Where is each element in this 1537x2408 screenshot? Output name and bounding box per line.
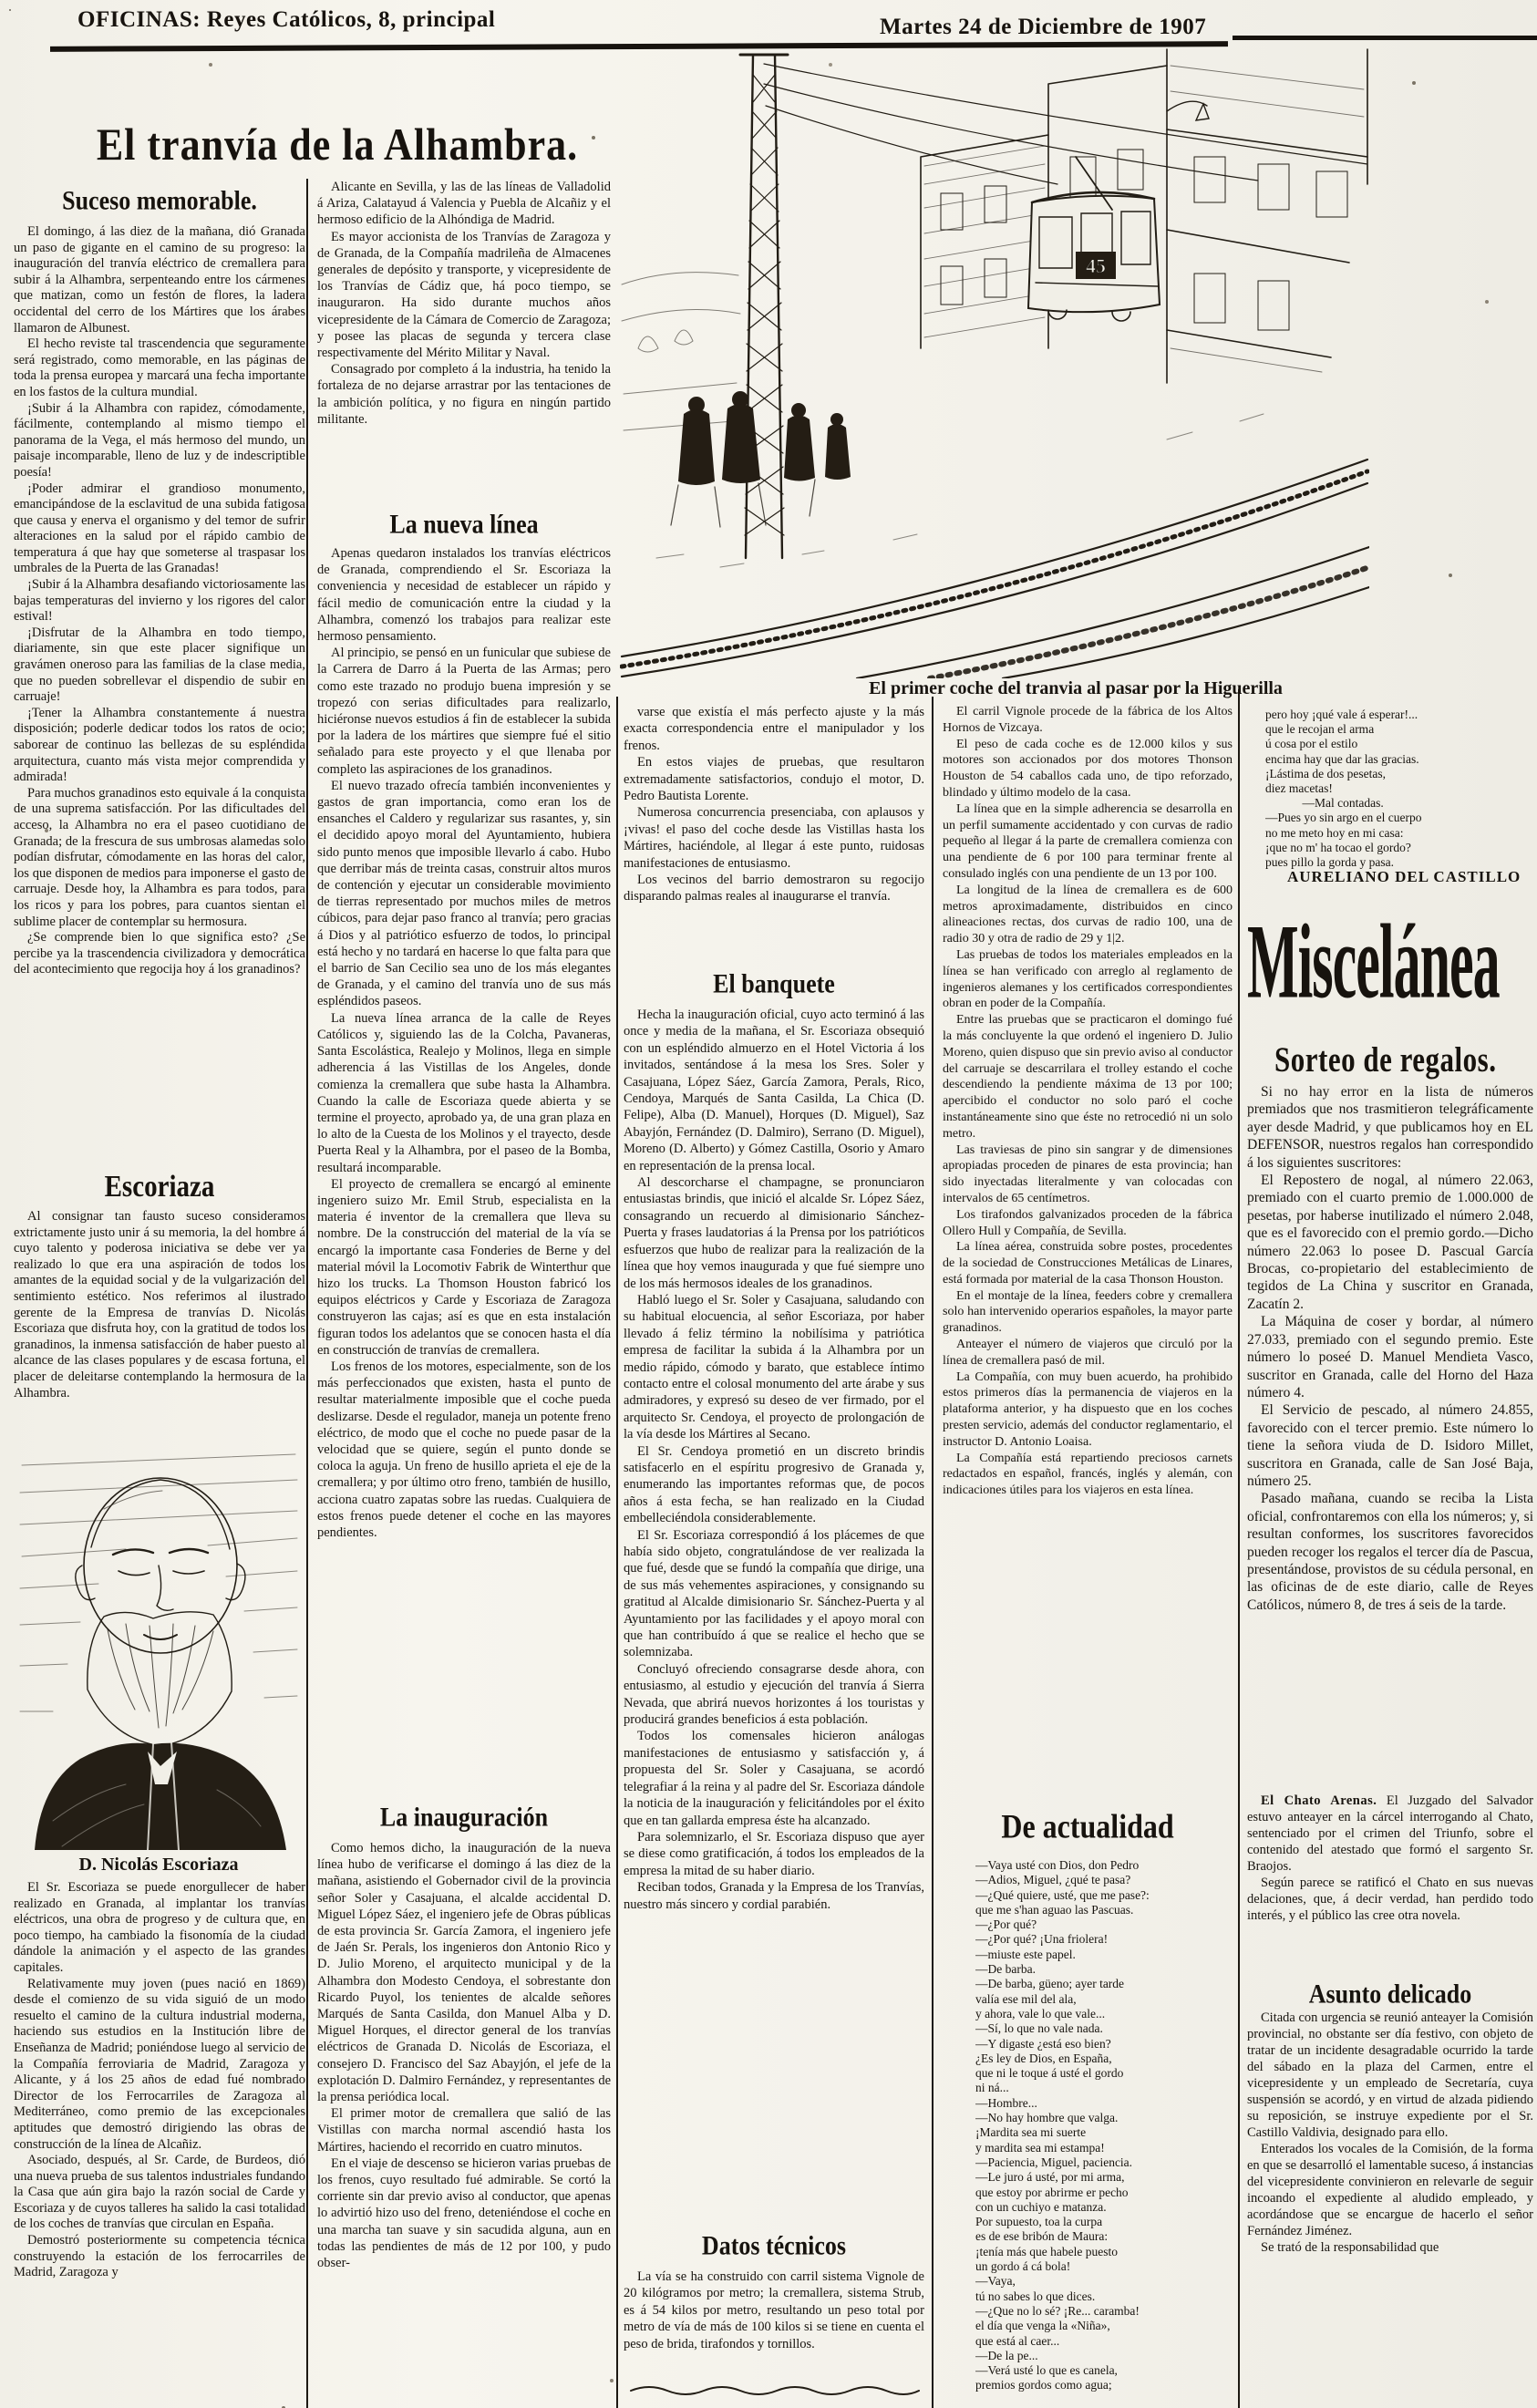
paragraph: ¡Subir á la Alhambra desafiando victoriosamente las bajas temperaturas del invierno y los rigores del calor estival! — [14, 577, 305, 625]
column-rule-1 — [306, 179, 308, 2408]
paragraph: Hecha la inauguración oficial, cuyo acto terminó á las once y media de la mañana, el Sr. Escoriaza obsequió con un espléndido almuerzo en el Hotel Victoria á los invitados, sentándose á la mesa los Sres. Soler y Casajuana, López Sáez, García Zamora, Perals, Rico, Cendoya, Marqués de Santa Casilda, La Chica (D. Felipe), Alba (D. Manuel), Horques (D. Miguel), Saz Abayjón, Fernández (D. Dalmiro), Serrano (D. Miguel), Moreno (D. Alberto) y Gómez Castilla, Osorio y Amaro en representación de la prensa local. — [624, 1008, 924, 1173]
paragraph: ¿Se comprende bien lo que significa esto? ¿Se percibe ya la trascendencia civilizadora y democrática del acontecimiento que regocija hoy á los granadinos? — [14, 930, 305, 977]
paragraph: Según parece se ratificó el Chato en sus nuevas delaciones, que, á decir verdad, han perdido todo interés, y el público las cree otra novela. — [1247, 1876, 1533, 1923]
paragraph: ¡Subir á la Alhambra con rapidez, cómodamente, fácilmente, contemplando al mismo tiempo el panorama de la Vega, el más hermoso del mundo, un paisaje incomparable, lleno de luz y de indescriptible poesía! — [14, 400, 305, 480]
verse-line: y ahora, vale lo que vale... — [975, 2006, 1106, 2020]
paragraph: El proyecto de cremallera se encargó al eminente ingeniero suizo Mr. Emil Strub, especialista en la materia é inventor de la cremallera que lleva su nombre. De la construcción del material de la vía se encargó la importante casa Fonderies de Berne y del material móvil la Locomotiv Fabrik de Winterthur que hizo los trucks. La Thomson Houston fabricó los equipos eléctricos y Carde y Escoriaza de Zaragoza construyeron las cajas; así es que en esta instalación figuran todos los adelantos que se conocen hasta el día en construcción de tranvías de cremallera. — [317, 1176, 611, 1358]
paragraph: El nuevo trazado ofrecía también inconvenientes y gastos de gran importancia, como eran los de ensanches el Caldero y regularizar sus rasantes, y, sin el decidido apoyo moral del Ayuntamiento, hubiera sido punto menos que imposible llevarlo á cabo. Hubo que derribar más de treinta casas, construir altos muros de contención y ejecutar un considerable movimiento de tierras representado por muchos miles de metros cúbicos, para dejar paso franco al tranvía; pero gracias á Dios y al patriótico esfuerzo de todos, lo principal está hecho y no tardará en hacerse lo que falta para que el barrio de San Cecilio sea uno de los más elegantes de Granada, y el camino del tranvía uno de sus más espléndidos paseos. — [317, 778, 611, 1009]
verse-line: —Paciencia, Miguel, paciencia. — [975, 2155, 1133, 2169]
section-masthead-miscelanea: Miscelánea — [1247, 902, 1500, 1020]
verse-line: —¿Por qué? ¡Una friolera! — [975, 1932, 1109, 1947]
paragraph: Entre las pruebas que se practicaron el domingo fué la más concluyente la que ordenó el ingeniero D. Julio Moreno, quien dispuso que sin previo aviso al conductor del carruaje se descarrilara el trolley estando el coche descendiendo la pendiente máxima de 13 por 100; apercibido el conductor no solo paró el coche instantáneamente sino que éste no retrocedió ni un solo metro. — [943, 1013, 1233, 1141]
paragraph: El primer motor de cremallera que salió de las Vistillas con marcha normal ascendió hasta los Mártires, haciendo el recorrido en cuatro minutos. — [317, 2106, 611, 2155]
verse-line: el día que venga la «Niña», — [975, 2319, 1110, 2333]
paragraph: La nueva línea arranca de la calle de Reyes Católicos y, siguiendo las de la Colcha, Pavaneras, Santa Escolástica, Realejo y Molinos, llega en simple adherencia á las Vistillas de los Angeles, donde comienza la cremallera que sube hasta la Alhambra. Cuando la calle de Escoriaza quede abierta y se termine el proyecto, aprobado ya, de una gran plaza en lo alto de la Cuesta de los Molinos y el trayecto, desde Puerta Real y la Alhambra, por el paseo de la Bomba, resultará incomparable. — [317, 1010, 611, 1175]
paragraph: Demostró posteriormente su competencia técnica construyendo la estación de los ferrocarriles de Madrid, Zaragoza y — [14, 2233, 305, 2280]
verse-line: —Vaya, — [975, 2274, 1016, 2289]
paragraph: El Sr. Escoriaza correspondió á los plácemes de que había sido objeto, congratulándose de ver realizada la que fué, desde que se fundó la compañía que dirige, una de sus más vehementes aspiraciones, y consignando su gratitud al Alcalde dimisionario Sr. Sánchez-Puerta y al Ayuntamiento por las facilidades y el apoyo moral con que han contribuído á que se realice el hecho que se solemnizaba. — [624, 1527, 924, 1660]
paragraph: El Sr. Escoriaza se puede enorgullecer de haber realizado en Granada, al implantar los tranvías eléctricos, una obra de progreso y de cultura que, en poco tiempo, ha cambiado la fisonomía de la ciudad dándole la animación y el aspecto de las grandes capitales. — [14, 1880, 305, 1975]
poem-line: ¡Lástima de dos pesetas, — [1265, 766, 1386, 780]
paragraph: Al descorcharse el champagne, se pronunciaron entusiastas brindis, que inició el alcalde Sr. López Sáez, consagrando un recuerdo al dimisionario Sánchez-Puerta y frases laudatorias á la Prensa por los patrióticos esfuerzos que hubo de realizar para la realización de la línea que hoy vemos inaugurada y que fué siempre uno de los más hermosos ideales de los granadinos. — [624, 1175, 924, 1291]
poem-line: ú cosa por el estilo — [1265, 737, 1358, 751]
verse-line: que estoy por abrirme er pecho — [975, 2185, 1129, 2199]
article-tecnica — [943, 704, 1233, 1796]
paragraph: Al principio, se pensó en un funicular que subiese de la Carrera de Darro á la Puerta de las Armas; pero como este trazado no produjo buena impresión y se tropezó con serias dificultades para realizarlo, hiciéronse nuevos estudios á fin de establecer la subida por la ladera de los mártires que siempre fué el sitio señalado para este proyecto y el que llenaba por completo las aspiraciones de los granadinos. — [317, 646, 611, 777]
column-rule-3 — [932, 697, 934, 2408]
paragraph: ¡Disfrutar de la Alhambra en todo tiempo, diariamente, sin que este placer signifique un gravámen oneroso para las familias de la clase media, que no pueden sobrellevar el dispendio de subir en carruaje! — [14, 625, 305, 705]
poem-line: encima hay que dar las gracias. — [1265, 751, 1419, 766]
verse-line: —No hay hombre que valga. — [975, 2111, 1119, 2125]
poem-line: pues pillo la gorda y pasa. — [1265, 855, 1394, 870]
main-headline: El tranvía de la Alhambra. — [96, 119, 579, 170]
poem-line: no me meto hoy en mi casa: — [1265, 825, 1404, 840]
article-datos-tecnicos — [624, 2268, 924, 2383]
header-rule-right — [1233, 36, 1537, 40]
verse-line: —Hombre... — [975, 2095, 1037, 2110]
paragraph: En el viaje de descenso se hicieron varias pruebas de los frenos, cuyo resultado fué admirable. Se cortó la corriente sin dar previo aviso al conductor, que apenas lo advirtió hizo uso del freno, deteniéndose el coche en una marcha tan suave y sin sacudida alguna, aun en todas las pendientes de más de 12 por 100, y pudo obser- — [317, 2155, 611, 2271]
verse-line: premios gordos como agua; — [975, 2378, 1112, 2392]
paragraph: El carril Vignole procede de la fábrica de los Altos Hornos de Vizcaya. — [943, 705, 1233, 735]
date-line: Martes 24 de Diciembre de 1907 — [880, 15, 1207, 39]
verse-line: y mardita sea mi estampa! — [975, 2140, 1105, 2155]
paragraph: La longitud de la línea de cremallera es de 600 metros aproximadamente, distribuidos en cinco alineaciones rectas, dos curvas de radio 100, una de radio 30 y otra de radio de 29 y 1|2. — [943, 883, 1233, 946]
paragraph: Relativamente muy joven (pues nació en 1869) desde el comienzo de su vida siguió de un modo resuelto el camino de la cultura industrial moderna, haciendo sus estudios en la Institución libre de Enseñanza de Madrid; poniéndose luego al servicio de la Compañía ferroviaria de Madrid, Zaragoza y Alicante, y á los 25 años de edad fué nombrado Director de los Ferrocarriles de Zaragoza al Mediterráneo, como premio de las excepcionales aptitudes que demostró dirigiendo las obras de construcción de la línea de Alcañiz. — [14, 1976, 305, 2152]
paragraph: Los tirafondos galvanizados proceden de la fábrica Ollero Hull y Compañía, de Sevilla. — [943, 1207, 1233, 1238]
verse-line: con un cuchiyo e matanza. — [975, 2199, 1107, 2214]
verse-line: que me s'han aguao las Pascuas. — [975, 1902, 1134, 1917]
paragraph: Para solemnizarlo, el Sr. Escoriaza dispuso que ayer se diese como gratificación, á todos los empleados de la empresa la mitad de su haber diario. — [624, 1829, 924, 1878]
article-chato-arenas — [1247, 1793, 1533, 1973]
paragraph: Pasado mañana, cuando se reciba la Lista oficial, confrontaremos con ella los números; y, si resultan conformes, los suscritores favorecidos pueden recoger los regalos el tercer día de Pascua, presentándose, provistos de su cédula personal, en las oficinas de de este diario, calle de Reyes Católicos, número 8, de tres á seis de la tarde. — [1247, 1491, 1533, 1613]
article-sorteo-regalos — [1247, 1083, 1533, 1789]
paragraph: Las pruebas de todos los materiales empleados en la línea se han verificado con arreglo al reglamento de ingenieros alemanes y los certificados correspondientes obran en poder de la Compañía. — [943, 947, 1233, 1011]
tram-illustration — [620, 47, 1369, 678]
paragraph: ¡Poder admirar el grandioso monumento, emancipándose de la esclavitud de una subida fatigosa que causa y enerva el organismo y del temor de sufrir alteraciones en la salud por el rápido cambio de temperatura á que hay que someterse al traspasar los umbrales de la Puerta de las Granadas! — [14, 481, 305, 576]
paragraph: Habló luego el Sr. Soler y Casajuana, saludando con su habitual elocuencia, al señor Escoriaza, por haber llevado á feliz término la nobilísima y patriótica empresa de facilitar la subida á la Alhambra por un medio rápido, cómodo y barato, que establece íntimo contacto entre el colosal monumento del arte árabe y sus admiradores, y expresó su deseo de ver firmado, por el arquitecto Sr. Cendoya, el proyecto de prolongación de la vía desde los Mártires al Secano. — [624, 1292, 924, 1442]
verse-line: —¿Qué quiere, usté, que me pase?: — [975, 1887, 1150, 1902]
verse-de-actualidad — [975, 1858, 1233, 2405]
paragraph: Citada con urgencia se reunió anteayer la Comisión provincial, no obstante ser día festivo, con objeto de tratar de un incidente desagradable ocurrido la tarde del sábado en la plaza del Carmen, entre el vicepresidente y un empleado de Secretaría, cuya suspensión se acordó, y en virtud de alzada pidiendo su reposición, se instruye expediente por el Sr. Castillo Valdivia, designado para ello. — [1247, 2010, 1533, 2140]
paragraph: Numerosa concurrencia presenciaba, con aplausos y ¡vivas! el paso del coche desde las Vistillas hasta los Mártires, haciéndole, al llegar á este punto, ruidosas manifestaciones de entusiasmo. — [624, 805, 924, 871]
verse-line: es de ese bribón de Maura: — [975, 2229, 1109, 2244]
chato-lead-in: El Chato Arenas. — [1261, 1793, 1377, 1808]
paragraph: Como hemos dicho, la inauguración de la nueva línea hubo de verificarse el domingo á las diez de la mañana, asistiendo el Gobernador civil de la provincia señor Soler y Casajuana, el alcalde accidental D. Miguel López Sáez, el ingeniero jefe de Obras públicas de esta provincia Sr. García Zamora, el ingeniero jefe de Jaén Sr. Perals, los ingenieros don Antonio Rico y D. Julio Moreno, el arquitecto municipal y de la Alhambra don Modesto Cendoya, el sobrestante don Ricardo Puyol, los tenientes de alcalde señores Marqués de Santa Casilda, don Manuel Alba y D. Miguel Horques, el director general de los tranvías eléctricos de Granada D. Nicolás de Escoriaza, el consejero D. Francisco del Saz Abayjón, el jefe de la explotación D. Dalmiro Fernández, y representantes de la prensa periódica local. — [317, 1841, 611, 2105]
section-heading-de-actualidad: De actualidad — [1001, 1807, 1174, 1845]
author-signature: AURELIANO DEL CASTILLO — [1287, 868, 1522, 885]
poem-line: pero hoy ¡qué vale á esperar!... — [1265, 708, 1418, 721]
paragraph: Apenas quedaron instalados los tranvías eléctricos de Granada, comprendiendo el Sr. Escoriaza la conveniencia y necesidad de establecer un rápido y fácil medio de comunicación entre la ciudad y la Alhambra, comenzó los trabajos para realizar este hermoso pensamiento. — [317, 546, 611, 645]
paragraph: Consagrado por completo á la industria, ha tenido la fortaleza de no dejarse arrastrar por las tentaciones de la ambición política, y no figura en ningún partido militante. — [317, 362, 611, 427]
verse-line: —De barba. — [975, 1962, 1036, 1977]
paragraph: La Compañía está repartiendo preciosos carnets redactados en español, francés, inglés y alemán, con indicaciones útiles para los viajeros en esta línea. — [943, 1451, 1233, 1498]
poem-ending — [1265, 708, 1533, 870]
paragraph: El peso de cada coche es de 12.000 kilos y sus motores son accionados por dos motores Thonson Houston de 54 caballos cada uno, de tipo reforzado, blindado y último modelo de la casa. — [943, 737, 1233, 800]
paragraph: Se trató de la responsabilidad que — [1261, 2240, 1439, 2255]
verse-line: un gordo á cá bola! — [975, 2259, 1071, 2274]
verse-line: —Verá usté lo que es canela, — [975, 2363, 1118, 2378]
verse-line: ni ná... — [975, 2081, 1009, 2095]
article-inauguracion — [317, 1840, 611, 2405]
section-heading-banquete: El banquete — [713, 968, 835, 999]
poem-line: que le recojan el arma — [1265, 722, 1375, 737]
poem-line: diez macetas! — [1265, 781, 1333, 796]
verse-line: —Adios, Miguel, ¿qué te pasa? — [975, 1873, 1131, 1887]
paragraph: Las traviesas de pino sin sangrar y de dimensiones apropiadas proceden de pinares de esta provincia; han sido inyectadas literalmente y van colocadas con intervalos de 65 centímetros. — [943, 1142, 1233, 1205]
article-banquete — [624, 1007, 924, 2225]
article-asunto-delicado — [1247, 2010, 1533, 2405]
verse-line: que ni le toque á usté el gordo — [975, 2066, 1124, 2081]
paragraph: El domingo, á las diez de la mañana, dió Granada un paso de gigante en el camino de su progreso: la inauguración del tranvía eléctrico de cremallera para subir á la Alhambra, serpenteando entre los cármenes que matizan, como un festón de flores, la ladera occidental del cerro de los Mártires que los árabes llamaron de Albunest. — [14, 224, 305, 336]
paragraph: Enterados los vocales de la Comisión, de la forma en que se desarrolló el lamentable suceso, á instancias del vicepresidente convinieron en relevarle de seguir incoando el expediente al aludido empleado, y acordándose que se encargue de hacerlo el señor Fernández Jiménez. — [1247, 2142, 1533, 2238]
portrait-caption: D. Nicolás Escoriaza — [78, 1855, 239, 1875]
verse-line: —De barba, güeno; ayer tarde — [975, 1977, 1125, 1991]
paragraph: La línea que en la simple adherencia se desarrolla en un perfil sumamente accidentado y con curvas de radio pequeño al llegar á la parte de cremallera comienza con una pendiente de 6 por 100 para terminar frente al consulado inglés con una pendiente de un 13 por 100. — [943, 801, 1233, 881]
section-heading-suceso: Suceso memorable. — [62, 185, 257, 216]
end-squiggle-rule — [629, 2383, 921, 2396]
chato-body: El Juzgado del Salvador estuvo anteayer en la cárcel interrogando al Chato, sentenciado por el crimen del Triunfo, sobre el contenido del atestado que formó el sargento Sr. Braojos. — [1247, 1793, 1533, 1874]
verse-line: —Y digaste ¿está eso bien? — [975, 2036, 1111, 2051]
verse-line: Por supuesto, toa la curpa — [975, 2215, 1103, 2229]
paragraph: Al consignar tan fausto suceso consideramos extrictamente justo unir á su memoria, la del hombre á cuyo talento y poderosa iniciativa se debe ver ya realizado lo que era una aspiración de todos los amantes de la equidad social y de la vulgarización del sentimiento estético. Nos referimos al ilustrado gerente de la Empresa de tranvías D. Nicolás Escoriaza que disfruta hoy, con la gratitud de todos los granadinos, la inmensa satisfacción de haber puesto al alcance de las clases populares y de escasa fortuna, el placer de deleitarse contemplando la hermosura de la Alhambra. — [14, 1209, 305, 1400]
verse-line: —Sí, lo que no vale nada. — [975, 2021, 1103, 2036]
article-nueva-linea — [317, 545, 611, 1796]
office-address-line: OFICINAS: Reyes Católicos, 8, principal — [77, 7, 496, 32]
verse-line: ¡tenía más que habele puesto — [975, 2244, 1118, 2258]
verse-line: —¿Por qué? — [975, 1917, 1037, 1932]
article-pruebas-cont — [624, 704, 924, 965]
paragraph: El hecho reviste tal trascendencia que seguramente será registrado, como memorable, en las páginas de toda la prensa europea y marcará una fecha importante en los fastos de la cultura mundial. — [14, 336, 305, 399]
paragraph: Reciban todos, Granada y la Empresa de los Tranvías, nuestro más sincero y cordial parabién. — [624, 1880, 924, 1912]
verse-line: —¿Que no lo sé? ¡Re... caramba! — [975, 2303, 1140, 2318]
paragraph: Los vecinos del barrio demostraron su regocijo disparando palmas reales al inaugurarse el tranvía. — [624, 873, 924, 904]
poem-line: ¡que no m' ha tocao el gordo? — [1265, 840, 1411, 854]
paragraph: Anteayer el número de viajeros que circuló por la línea de cremallera pasó de mil. — [943, 1338, 1233, 1368]
paragraph: El Repostero de nogal, al número 22.063, premiado con el cuarto premio de 1.000.000 de pesetas, por haberse inutilizado el número 2.048, que es el favorecido con el premio gordo.—Dicho número 22.063 lo posee D. Pascual García Brocas, co-propietario del establecimiento de tegidos de La China y suscritor en Granada, Zacatín 2. — [1247, 1173, 1533, 1312]
section-heading-sorteo: Sorteo de regalos. — [1274, 1039, 1497, 1080]
verse-line: ¡Mardita sea mi suerte — [975, 2125, 1087, 2140]
verse-line: tú no sabes lo que dices. — [975, 2289, 1096, 2303]
paragraph: Los frenos de los motores, especialmente, son de los más perfeccionados que existen, hasta el punto de resultar materialmente imposible que el coche pueda deslizarse. Desde el regulador, maneja un potente freno eléctrico, de modo que el coche no puede pasar de la velocidad que se quiere, según el punto donde se coloca la aguja. Un freno de husillo aprieta el eje de la cremallera; y por último otro freno, también de husillo, acciona cuatro zapatas sobre las ruedas. Cualquiera de estos frenos puede detener el coche en las mayores pendientes. — [317, 1359, 611, 1540]
section-heading-datos-tecnicos: Datos técnicos — [701, 2230, 847, 2261]
paragraph: Asociado, después, al Sr. Carde, de Burdeos, dió una nueva prueba de sus talentos industriales fundando la Casa que aún gira bajo la razón social de Carde y Escoriaza y de cuyos talleres ha salido la casi totalidad de los coches de tranvías que circulan en España. — [14, 2153, 305, 2232]
verse-line: —miuste este papel. — [975, 1947, 1076, 1961]
verse-line: que está al caer... — [975, 2333, 1060, 2348]
poem-line: —Pues yo sin argo en el cuerpo — [1265, 811, 1422, 825]
column-rule-2 — [616, 697, 618, 2408]
section-heading-asunto-delicado: Asunto delicado — [1308, 1979, 1472, 2010]
tram-number: 45 — [1086, 254, 1106, 277]
paragraph: La vía se ha construido con carril sistema Vignole de 20 kilógramos por metro; la cremallera, sistema Strub, es á 54 kilos por metro, resultando un peso total por metro de vía de más de 100 kilos si se tiene en cuenta el peso de brida, tirafondos y tornillos. — [624, 2269, 924, 2351]
verse-line: —Vaya usté con Dios, don Pedro — [975, 1858, 1140, 1872]
paragraph: Si no hay error en la lista de números premiados que nos trasmitieron telegráficamente ayer desde Madrid, y que publicamos hoy en EL DEFENSOR, nuestros regalos han correspondido á los siguientes suscritores: — [1247, 1084, 1533, 1171]
paragraph: La línea aérea, construida sobre postes, procedentes de la sociedad de Construcciones Metálicas de Linares, está formada por material de la casa Thonson Houston. — [943, 1240, 1233, 1287]
poem-line: —Mal contadas. — [1265, 796, 1384, 811]
portrait-illustration — [16, 1438, 301, 1850]
paragraph: ¡Tener la Alhambra constantemente á nuestra disposición; poderle dedicar todos los ratos de ocio; saborear de continuo las bellezas de su espléndida arquitectura, cuanto más vista mejor comprendida y admirada! — [14, 705, 305, 785]
paragraph — [1247, 1793, 1533, 1875]
paragraph: La Compañía, con muy buen acuerdo, ha prohibido estos primeros días la permanencia de viajeros en la plataforma anterior, y ha dispuesto que en los coches presten servicio, además del conductor reglamentario, el instructor D. Antonio Loaisa. — [943, 1369, 1233, 1449]
section-heading-nueva-linea: La nueva línea — [389, 509, 539, 540]
paragraph: En estos viajes de pruebas, que resultaron extremadamente satisfactorios, condujo el motor, D. Pedro Bautista Lorente. — [624, 755, 924, 804]
paragraph: Concluyó ofreciendo consagrarse desde ahora, con entusiasmo, al estudio y ejecución del tranvía á Sierra Nevada, que abrirá nuevos horizontes á los touristas y producirá grandes beneficios á esta población. — [624, 1661, 924, 1728]
verse-line: —De la pe... — [975, 2348, 1038, 2362]
verse-line: —Le juro á usté, por mi arma, — [975, 2170, 1125, 2185]
column-rule-4 — [1238, 689, 1240, 2408]
paragraph: Todos los comensales hicieron análogas manifestaciones de entusiasmo y satisfacción y, á propuesta del Sr. Soler y Casajuana, se acordó telegrafiar á la reina y al padre del Sr. Escoriaza dándole la noticia de la inauguración y felicitándoles por el éxito que en tan gallarda empresa éste ha alcanzado. — [624, 1729, 924, 1828]
verse-line: ¿Es ley de Dios, en España, — [975, 2051, 1112, 2065]
paragraph: El Servicio de pescado, al número 24.855, favorecido con el tercer premio. Este número lo tiene la señora viuda de D. Isidoro Millet, suscritora en Granada, calle de San José Baja, número 25. — [1247, 1402, 1533, 1489]
paragraph: En el montaje de la línea, feeders cobre y cremallera solo han intervenido operarios españoles, la mayor parte granadinos. — [943, 1288, 1233, 1336]
paragraph: varse que existía el más perfecto ajuste y la más exacta correspondencia entre el manipulador y los frenos. — [624, 705, 924, 753]
article-escoriaza — [14, 1209, 305, 1433]
paragraph: La Máquina de coser y bordar, al número 27.033, premiado con el segundo premio. Este número lo poseé D. Manuel Mendieta Vasco, suscritor en Granada, calle del Horno del Haza número 4. — [1247, 1314, 1533, 1400]
paragraph: Es mayor accionista de los Tranvías de Zaragoza y de Granada, de la Compañía madrileña de Almacenes generales de depósito y transporte, y vicepresidente de los Tranvías de Cádiz que, há poco tiempo, se inauguraron. Ha sido durante muchos años vicepresidente de la Cámara de Comercio de Zaragoza; y posee las placas de segunda y tercera clase respectivamente del Mérito Militar y Naval. — [317, 229, 611, 361]
paragraph: Alicante en Sevilla, y las de las líneas de Valladolid á Ariza, Calatayud á Valencia y Puebla de Alcañiz y el hermoso edificio de la Alhóndiga de Madrid. — [317, 180, 611, 228]
paragraph: El Sr. Cendoya prometió en un discreto brindis satisfacerlo en el espíritu progresivo de Granada y, enumerando las importantes reformas que, de pocos años á esta fecha, se han realizado en la Ciudad embelleciéndola considerablemente. — [624, 1443, 924, 1526]
article-biografia-cont — [317, 179, 611, 505]
paragraph: Para muchos granadinos esto equivale á la conquista de una suprema satisfacción. Por las dificultades del acceso, la Alhambra no era el paseo cuotidiano de Granada; de la frescura de sus umbrosas alamedas solo podían disfrutar, cómodamente en las horas del calor, los que disponen de medios para imponerse el gasto de carruaje. Desde hoy, la Alhambra es para todos, para los ricos y para los pobres, para cuantos sientan el sublime placer de contemplar su hermosura. — [14, 785, 305, 929]
article-suceso-memorable — [14, 224, 305, 1165]
illustration-caption: El primer coche del tranvia al pasar por la Higuerilla — [869, 678, 1283, 698]
section-heading-inauguracion: La inauguración — [379, 1802, 549, 1833]
section-heading-escoriaza: Escoriaza — [104, 1170, 215, 1204]
verse-line: valía ese mil del ala, — [975, 1991, 1077, 2006]
paper-specks — [9, 9, 11, 11]
article-escoriaza-bio — [14, 1880, 305, 2404]
